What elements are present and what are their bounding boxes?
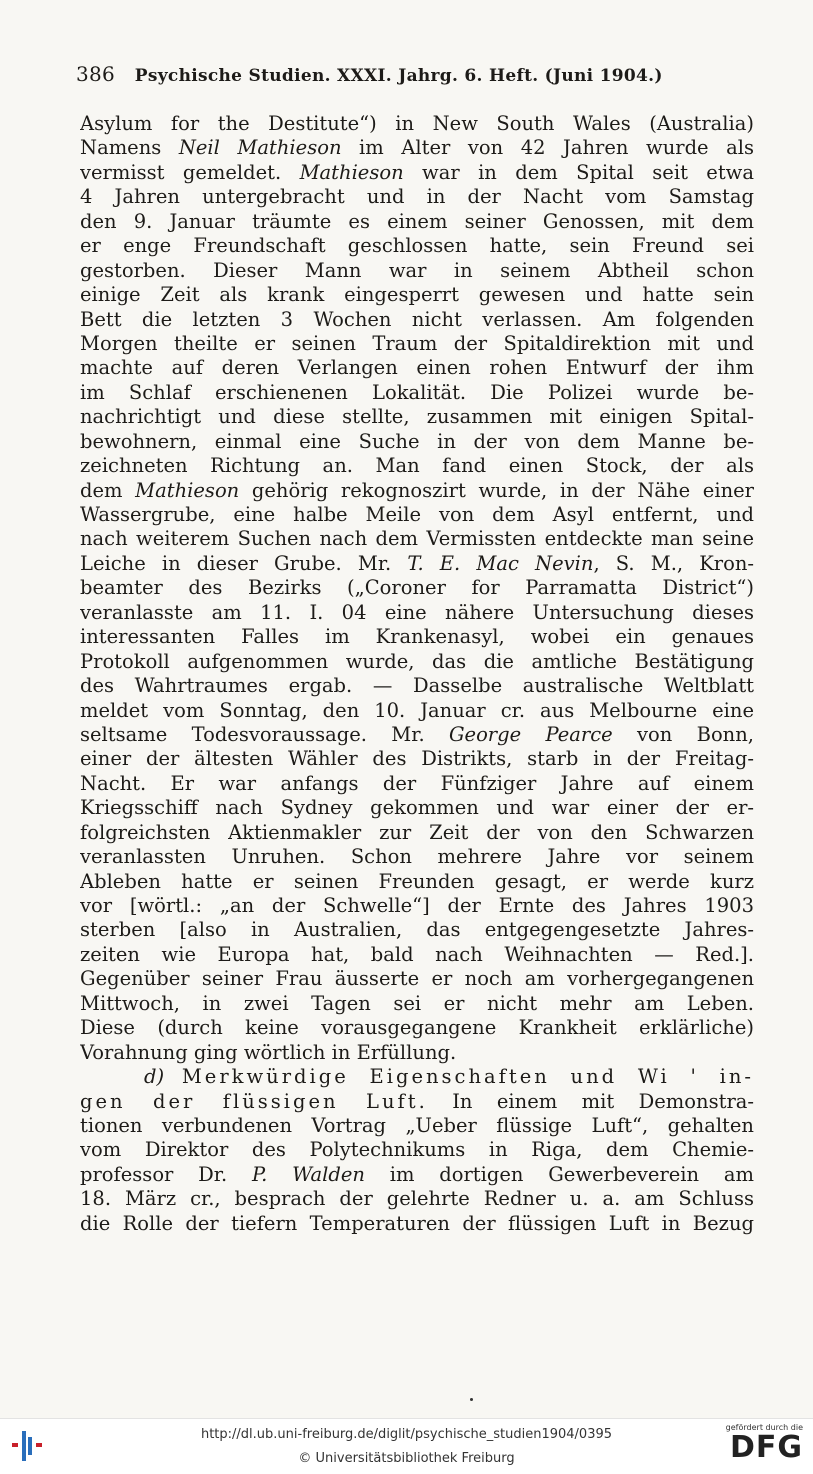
text-line: 4 Jahren untergebracht und in der Nacht vom Samstag <box>80 185 754 209</box>
text-line: Ableben hatte er seinen Freunden gesagt, er werde kurz <box>80 869 754 893</box>
text-line: meldet vom Sonntag, den 10. Januar cr. aus Melbourne eine <box>80 698 754 722</box>
text-line: die Rolle der tiefern Temperaturen der flüssigen Luft in Bezug <box>80 1211 754 1235</box>
copyright-notice: © Universitätsbibliothek Freiburg <box>298 1451 515 1466</box>
text-line: gestorben. Dieser Mann war in seinem Abtheil schon <box>80 258 754 282</box>
dfg-wordmark: DFG <box>729 1430 803 1465</box>
text-line: Vorahnung ging wörtlich in Erfüllung. <box>80 1040 457 1064</box>
text-line: den 9. Januar träumte es einem seiner Genossen, mit dem <box>80 209 754 233</box>
text-line: sterben [also in Australien, das entgegengesetzte Jahres- <box>80 918 754 942</box>
running-title: Psychische Studien. XXXI. Jahrg. 6. Heft. (Juni 1904.) <box>134 66 663 86</box>
text-line: beamter des Bezirks („Coroner for Parramatta District“) <box>80 576 754 600</box>
person-name: T. E. Mac Nevin <box>407 551 594 575</box>
text-line: Protokoll aufgenommen wurde, das die amtliche Bestätigung <box>80 649 754 673</box>
text-line: Kriegsschiff nach Sydney gekommen und war einer der er- <box>80 796 754 820</box>
text-line: interessanten Falles im Krankenasyl, wobei ein genaues <box>80 625 754 649</box>
page-number: 386 <box>76 62 116 86</box>
text-line: bewohnern, einmal eine Suche in der von dem Manne be- <box>80 429 754 453</box>
text-line: zeichneten Richtung an. Man fand einen Stock, der als <box>80 454 754 478</box>
scan-speck <box>470 1398 473 1401</box>
text-line: Namens Neil Mathieson im Alter von 42 Jahren wurde als <box>80 136 754 160</box>
text-line: Asylum for the Destitute“) in New South Wales (Australia) <box>80 112 754 135</box>
text-line: des Wahrtraumes ergab. — Dasselbe australische Weltblatt <box>80 674 754 698</box>
text-line: dem Mathieson gehörig rekognoszirt wurde, in der Nähe einer <box>80 478 754 502</box>
text-line: professor Dr. P. Walden im dortigen Gewerbeverein am <box>80 1162 754 1186</box>
text-line: 18. März cr., besprach der gelehrte Redner u. a. am Schluss <box>80 1187 754 1211</box>
person-name: Mathieson <box>135 478 240 502</box>
body-text <box>80 112 754 1236</box>
text-line: Gegenüber seiner Frau äusserte er noch am vorhergegangenen <box>80 967 754 991</box>
viewer-footer <box>0 1418 813 1474</box>
person-name: P. Walden <box>251 1162 365 1186</box>
text-line: tionen verbundenen Vortrag „Ueber flüssige Luft“, gehalten <box>80 1113 754 1137</box>
text-line: einer der ältesten Wähler des Distrikts, starb in der Freitag- <box>80 747 754 771</box>
dfg-caption: gefördert durch die <box>725 1423 803 1432</box>
running-header <box>76 62 756 86</box>
text-line: veranlasste am 11. I. 04 eine nähere Untersuchung dieses <box>80 600 754 624</box>
text-line: nachrichtigt und diese stellte, zusammen mit einigen Spital- <box>80 405 754 429</box>
text-line: im Schlaf erschienenen Lokalität. Die Polizei wurde be- <box>80 380 754 404</box>
text-line: machte auf deren Verlangen einen rohen Entwurf der ihm <box>80 356 754 380</box>
dfg-logo <box>717 1423 803 1464</box>
person-name: Mathieson <box>299 160 404 184</box>
text-line: Wassergrube, eine halbe Meile von dem Asyl entfernt, und <box>80 503 754 526</box>
text-line: einige Zeit als krank eingesperrt gewesen und hatte sein <box>80 283 754 307</box>
text-line: Bett die letzten 3 Wochen nicht verlassen. Am folgenden <box>80 307 754 331</box>
text-line: Morgen theilte er seinen Traum der Spitaldirektion mit und <box>80 331 754 355</box>
text-line: seltsame Todesvoraussage. Mr. George Pearce von Bonn, <box>80 722 754 746</box>
text-line: Leiche in dieser Grube. Mr. T. E. Mac Nevin, S. M., Kron- <box>80 551 754 575</box>
text-line: vom Direktor des Polytechnikums in Riga, dem Chemie- <box>80 1138 754 1162</box>
text-line: Nacht. Er war anfangs der Fünfziger Jahre auf einem <box>80 771 754 795</box>
person-name: Neil Mathieson <box>178 136 342 160</box>
text-line: nach weiterem Suchen nach dem Vermissten entdeckte man seine <box>80 527 754 551</box>
text-line: gen der flüssigen Luft. In einem mit Demonstra- <box>80 1089 754 1113</box>
document-url-link[interactable]: http://dl.ub.uni-freiburg.de/diglit/psychische_studien1904/0395 <box>200 1427 613 1442</box>
text-line: vor [wörtl.: „an der Schwelle“] der Ernte des Jahres 1903 <box>80 894 754 917</box>
section-heading-line: d) Merkwürdige Eigenschaften und Wi ' in- <box>144 1065 754 1089</box>
text-line: folgreichsten Aktienmakler zur Zeit der von den Schwarzen <box>80 820 754 844</box>
person-name: George Pearce <box>448 722 613 746</box>
text-line: veranlassten Unruhen. Schon mehrere Jahre vor seinem <box>80 845 754 869</box>
text-line: zeiten wie Europa hat, bald nach Weihnachten — Red.]. <box>80 942 754 966</box>
text-line: er enge Freundschaft geschlossen hatte, sein Freund sei <box>80 234 754 258</box>
text-line: Diese (durch keine vorausgegangene Krankheit erklärliche) <box>80 1016 754 1040</box>
text-line: vermisst gemeldet. Mathieson war in dem Spital seit etwa <box>80 160 754 184</box>
text-line: Mittwoch, in zwei Tagen sei er nicht mehr am Leben. <box>80 991 754 1015</box>
